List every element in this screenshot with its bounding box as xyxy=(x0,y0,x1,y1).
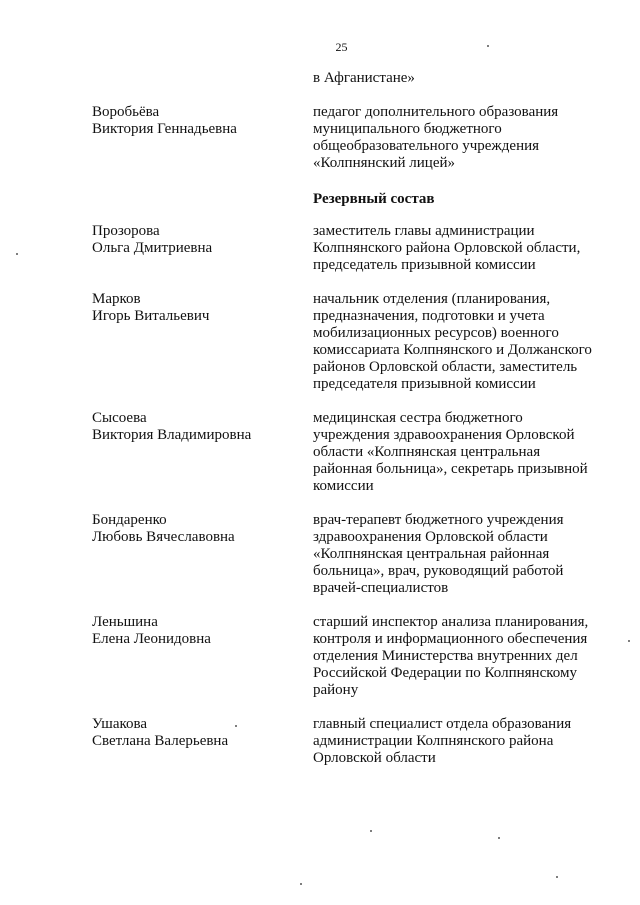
member-role: начальник отделения (планирования, предназначения, подготовки и учета мобилизационных ресурсов) военного комиссариата Колпнянского и Должанского районов Орловской области, заместитель председателя призывной комиссии xyxy=(313,291,592,392)
member-name xyxy=(92,104,302,138)
member-name xyxy=(92,410,302,444)
member-given-name: Елена Леонидовна xyxy=(92,631,211,647)
scan-speck xyxy=(300,883,302,885)
member-role: старший инспектор анализа планирования, контроля и информационного обеспечения отделения Министерства внутренних дел Российской Федерации по Колпнянскому району xyxy=(313,614,589,698)
member-role: педагог дополнительного образования муниципального бюджетного общеобразовательного учреждения «Колпнянский лицей» xyxy=(313,104,559,171)
scan-speck xyxy=(628,640,630,642)
member-given-name: Игорь Витальевич xyxy=(92,308,210,324)
member-surname: Ушакова xyxy=(92,716,148,732)
continuation-text: в Афганистане» xyxy=(313,70,415,86)
member-given-name: Ольга Дмитриевна xyxy=(92,240,213,256)
scan-speck xyxy=(498,837,500,839)
member-given-name: Любовь Вячеславовна xyxy=(92,529,235,545)
scan-speck xyxy=(235,725,237,727)
member-name xyxy=(92,223,302,257)
member-name xyxy=(92,291,302,325)
member-given-name: Виктория Владимировна xyxy=(92,427,252,443)
scan-speck xyxy=(556,876,558,878)
member-name xyxy=(92,614,302,648)
member-role: главный специалист отдела образования администрации Колпнянского района Орловской области xyxy=(313,716,572,766)
member-given-name: Виктория Геннадьевна xyxy=(92,121,237,137)
member-name xyxy=(92,716,302,750)
member-role: медицинская сестра бюджетного учреждения здравоохранения Орловской области «Колпнянская центральная районная больница», секретарь призывной комиссии xyxy=(313,410,588,494)
page-number: 25 xyxy=(335,40,348,54)
scan-speck xyxy=(370,830,372,832)
member-role: заместитель главы администрации Колпнянского района Орловской области, председатель призывной комиссии xyxy=(313,223,581,273)
member-surname: Марков xyxy=(92,291,141,307)
member-role: врач-терапевт бюджетного учреждения здравоохранения Орловской области «Колпнянская центральная районная больница», врач, руководящий работой врачей-специалистов xyxy=(313,512,564,596)
member-name xyxy=(92,512,302,546)
scan-speck xyxy=(16,253,18,255)
member-surname: Прозорова xyxy=(92,223,160,239)
member-surname: Сысоева xyxy=(92,410,147,426)
member-given-name: Светлана Валерьевна xyxy=(92,733,229,749)
member-surname: Воробьёва xyxy=(92,104,160,120)
section-heading: Резервный состав xyxy=(313,191,435,207)
scan-speck xyxy=(487,45,489,47)
member-surname: Леньшина xyxy=(92,614,158,630)
member-surname: Бондаренко xyxy=(92,512,167,528)
